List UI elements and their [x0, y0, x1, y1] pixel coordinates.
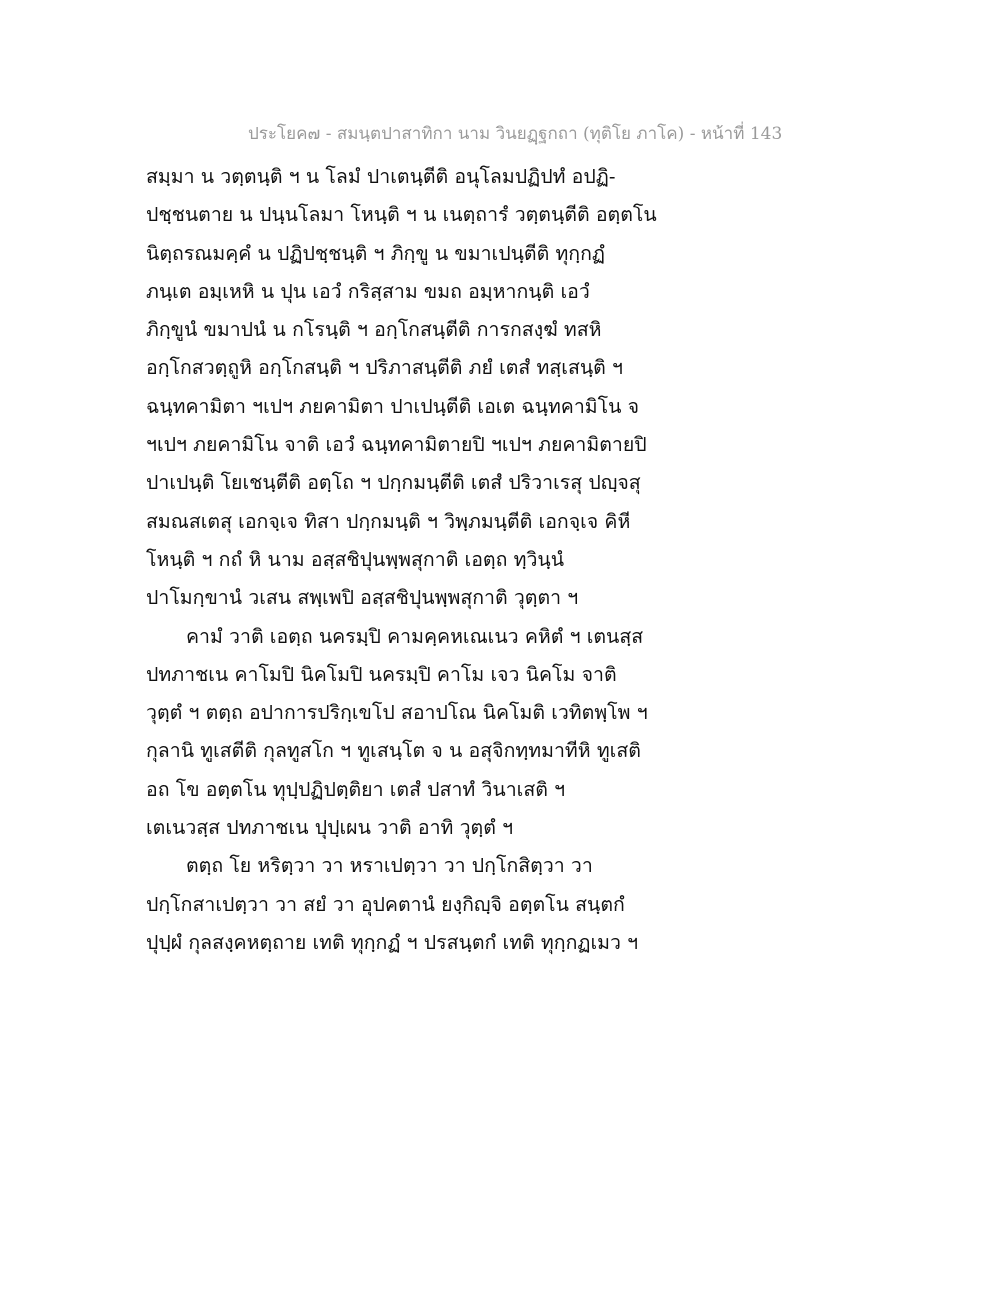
text-line: ฯเปฯ ภยคามิโน จาติ เอวํ ฉนฺทคามิตายปิ ฯเปฯ ภยคามิตายปิ — [146, 433, 647, 457]
text-line: ปทภาชเน คาโมปิ นิคโมปิ นครมฺปิ คาโม เจว นิคโม จาติ — [146, 662, 617, 686]
text-line: สมณสเตสุ เอกจฺเจ ทิสา ปกฺกมนฺติ ฯ วิพฺภมนฺตีติ เอกจฺเจ คิหี — [146, 509, 631, 533]
text-line: ปาโมกฺขานํ วเสน สพฺเพปิ อสฺสชิปุนพฺพสุกาติ วุตฺตา ฯ — [146, 586, 579, 610]
text-line: ปกฺโกสาเปตฺวา วา สยํ วา อุปคตานํ ยงฺกิญฺจิ อตฺตโน สนฺตกํ — [146, 892, 625, 916]
page-header: ประโยค๗ - สมนฺตปาสาทิกา นาม วินยฏฺฐกถา (ทุติโย ภาโค) - หน้าที่ 143 — [248, 124, 783, 144]
text-line: สมฺมา น วตฺตนฺติ ฯ น โลมํ ปาเตนฺตีติ อนุโลมปฏิปทํ อปฏิ- — [146, 165, 616, 188]
paragraph-start-line: ตตฺถ โย หริตฺวา วา หราเปตฺวา วา ปกฺโกสิตฺวา วา — [186, 854, 593, 878]
text-line: ฉนฺทคามิตา ฯเปฯ ภยคามิตา ปาเปนฺตีติ เอเต ฉนฺทคามิโน จ — [146, 394, 640, 418]
body-text — [146, 158, 666, 962]
text-line: กุลานิ ทูเสตีติ กุลทูสโก ฯ ทูเสนฺโต จ น อสุจิกทฺทมาทีหิ ทูเสติ — [146, 739, 641, 763]
text-line: เตเนวสฺส ปทภาชเน ปุปฺเผน วาติ อาทิ วุตฺตํ ฯ — [146, 816, 514, 840]
paragraph-start-line: คามํ วาติ เอตฺถ นครมฺปิ คามคฺคหเณเนว คหิตํ ฯ เตนสฺส — [186, 624, 644, 648]
text-line: นิตฺถรณมคฺคํ น ปฏิปชฺชนฺติ ฯ ภิกฺขู น ขมาเปนฺตีติ ทุกฺกฏํ — [146, 241, 606, 265]
text-line: ภนฺเต อมฺเหหิ น ปุน เอวํ กริสฺสาม ขมถ อมฺหากนฺติ เอวํ — [146, 279, 590, 303]
text-line: ปุปฺผํ กุลสงฺคหตฺถาย เทติ ทุกฺกฏํ ฯ ปรสนฺตกํ เทติ ทุกฺกฏเมว ฯ — [146, 930, 639, 954]
text-line: อถ โข อตฺตโน ทุปฺปฏิปตฺติยา เตสํ ปสาทํ วินาเสติ ฯ — [146, 777, 566, 801]
text-line: อกฺโกสวตฺถูหิ อกฺโกสนฺติ ฯ ปริภาสนฺตีติ ภยํ เตสํ ทสฺเสนฺติ ฯ — [146, 356, 623, 380]
text-line: ปชฺชนตาย น ปนฺนโลมา โหนฺติ ฯ น เนตฺถารํ วตฺตนฺตีติ อตฺตโน — [146, 203, 657, 227]
text-line: วุตฺตํ ฯ ตตฺถ อปาการปริกฺเขโป สอาปโณ นิคโมติ เวทิตพฺโพ ฯ — [146, 701, 648, 725]
text-line: โหนฺติ ฯ กถํ หิ นาม อสฺสชิปุนพฺพสุกาติ เอตฺถ ทฺวินฺนํ — [146, 547, 565, 571]
text-line: ปาเปนฺติ โยเชนฺตีติ อตฺโถ ฯ ปกฺกมนฺตีติ เตสํ ปริวาเรสุ ปญฺจสุ — [146, 471, 641, 495]
text-line: ภิกฺขูนํ ขมาปนํ น กโรนฺติ ฯ อกฺโกสนฺตีติ การกสงฺฆํ ทสหิ — [146, 318, 602, 342]
